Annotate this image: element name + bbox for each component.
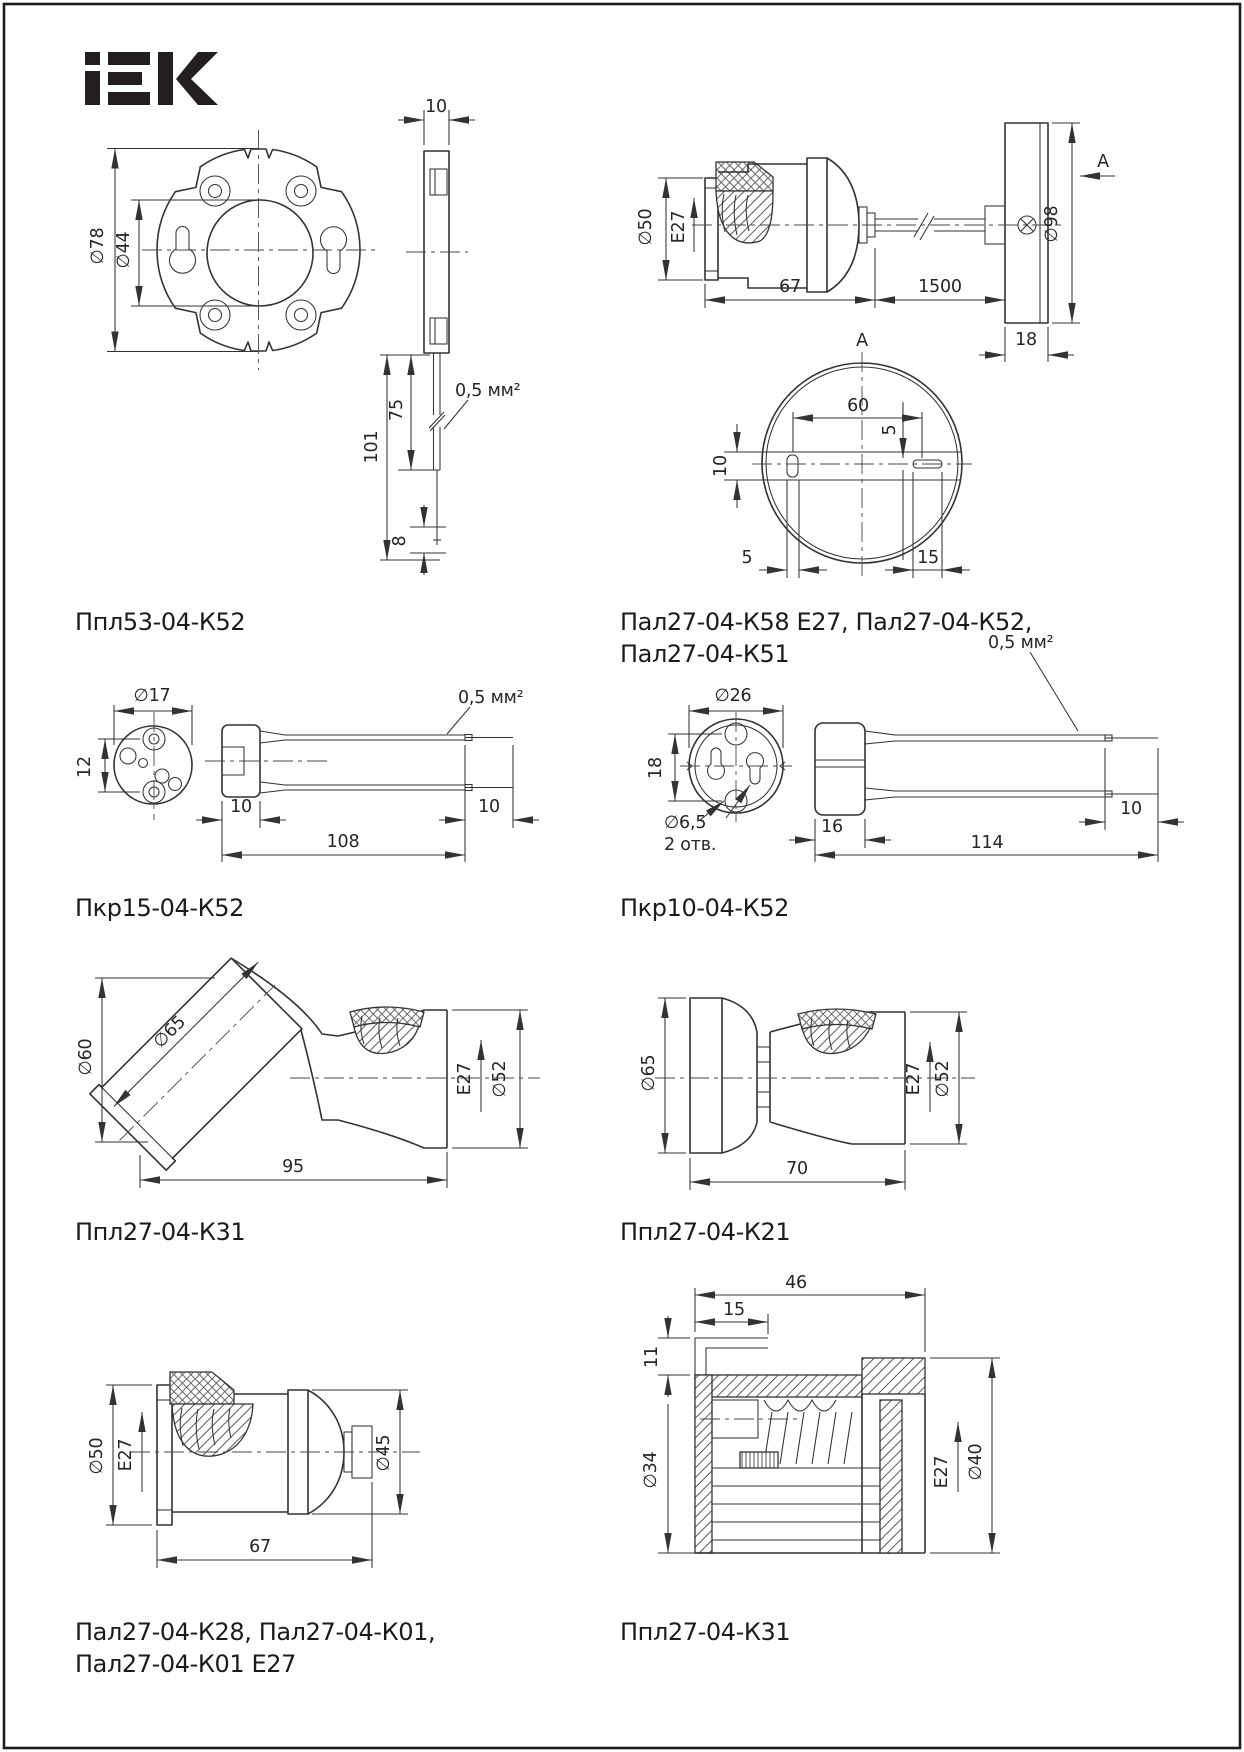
figure-caption: Пал27-04-К28, Пал27-04-К01, xyxy=(75,1618,436,1646)
figure-ppl27-04-k21 xyxy=(620,998,975,1246)
dim-label-67: 67 xyxy=(779,277,801,297)
dim-label-95: 95 xyxy=(282,1157,304,1177)
dim-label-d40: ∅40 xyxy=(966,1443,986,1481)
dim-label-10: 10 xyxy=(425,97,447,117)
figure-pal27-04-k58 xyxy=(620,123,1115,668)
figure-caption: Пал27-04-К51 xyxy=(620,640,790,668)
terminal-cap-section xyxy=(716,162,773,191)
figure-caption: Пал27-04-К58 Е27, Пал27-04-К52, xyxy=(620,608,1032,636)
dim-label-d26: ∅26 xyxy=(714,686,752,706)
dim-label-10: 10 xyxy=(1120,799,1142,819)
shell-wall-section xyxy=(880,1400,902,1553)
dim-label-d17: ∅17 xyxy=(133,686,171,706)
iek-logo-icon xyxy=(85,52,218,105)
figure-caption: Ппл53-04-К52 xyxy=(75,608,246,636)
dim-label-15: 15 xyxy=(917,548,939,568)
dim-label-d98: ∅98 xyxy=(1042,205,1062,243)
dim-label-d52: ∅52 xyxy=(490,1060,510,1098)
dim-label-d34: ∅34 xyxy=(641,1451,661,1489)
page-border xyxy=(4,4,1240,1748)
dim-label-108: 108 xyxy=(326,832,360,852)
dim-label-e27: E27 xyxy=(669,210,689,244)
dim-label-18: 18 xyxy=(1015,330,1037,350)
dim-label-2-holes: 2 отв. xyxy=(664,835,717,855)
figure-pal27-04-k28 xyxy=(75,1372,435,1678)
housing-wall-section xyxy=(695,1375,862,1397)
dim-label-e27: E27 xyxy=(455,1062,475,1096)
figure-pkr10-04-k52 xyxy=(620,633,1184,922)
wire-gauge-label: 0,5 мм² xyxy=(988,633,1054,653)
dim-label-d78: ∅78 xyxy=(88,227,108,265)
wire-gauge-label: 0,5 мм² xyxy=(455,381,521,401)
figure-caption: Пкр10-04-К52 xyxy=(620,894,789,922)
dim-label-8: 8 xyxy=(390,535,410,547)
dim-label-d65: ∅65 xyxy=(149,1012,190,1053)
dim-label-1500: 1500 xyxy=(918,277,962,297)
dim-label-18: 18 xyxy=(646,757,666,779)
contact-spring-section xyxy=(740,1452,778,1468)
keyhole-slot xyxy=(747,753,764,784)
dim-label-10: 10 xyxy=(478,797,500,817)
figure-caption: Ппл27-04-К21 xyxy=(620,1218,791,1246)
dim-label-5-top: 5 xyxy=(880,424,900,436)
thread-section xyxy=(716,191,773,243)
dim-label-16: 16 xyxy=(821,817,843,837)
dim-label-e27: E27 xyxy=(932,1455,952,1489)
section-view-label: A xyxy=(1097,152,1109,172)
figure-pkr15-04-k52 xyxy=(75,686,539,922)
dim-label-d52: ∅52 xyxy=(933,1060,953,1098)
dim-label-12: 12 xyxy=(75,756,95,778)
section-view-label: A xyxy=(856,331,868,351)
dim-label-15: 15 xyxy=(723,1300,745,1320)
dim-label-11: 11 xyxy=(642,1346,662,1368)
keyhole-slot xyxy=(708,748,725,779)
figure-caption: Ппл27-04-К31 xyxy=(620,1618,791,1646)
dim-label-10: 10 xyxy=(711,455,731,477)
dim-label-d44: ∅44 xyxy=(114,231,134,269)
dim-label-67: 67 xyxy=(249,1537,271,1557)
figure-ppl27-04-k31-angled xyxy=(75,944,540,1246)
figure-ppl27-04-k31-flanged xyxy=(620,1273,1000,1646)
housing-wall-section xyxy=(695,1375,712,1553)
dim-label-e27: E27 xyxy=(904,1062,924,1096)
figure-ppl53-04-k52 xyxy=(75,97,520,636)
dim-label-d50: ∅50 xyxy=(636,208,656,246)
figure-caption: Пкр15-04-К52 xyxy=(75,894,244,922)
dim-label-101: 101 xyxy=(362,430,382,464)
dim-label-46: 46 xyxy=(785,1273,807,1293)
terminal-cap-section xyxy=(170,1372,234,1404)
dim-label-75: 75 xyxy=(387,399,407,421)
dim-label-114: 114 xyxy=(970,833,1004,853)
figure-caption: Пал27-04-К01 Е27 xyxy=(75,1650,297,1678)
dim-label-d60: ∅60 xyxy=(76,1038,96,1076)
dim-label-d65: ∅65 xyxy=(639,1054,659,1092)
dim-label-e27: E27 xyxy=(116,1438,136,1472)
dim-label-60: 60 xyxy=(847,396,869,416)
collar-section xyxy=(862,1358,925,1394)
dim-label-d50: ∅50 xyxy=(87,1437,107,1475)
wire-gauge-label: 0,5 мм² xyxy=(458,688,524,708)
figure-caption: Ппл27-04-К31 xyxy=(75,1218,246,1246)
dim-label-5-bottom: 5 xyxy=(741,548,753,568)
dim-label-10: 10 xyxy=(230,797,252,817)
dim-label-d45: ∅45 xyxy=(374,1434,394,1472)
dim-label-70: 70 xyxy=(786,1159,808,1179)
dim-label-d6-5: ∅6,5 xyxy=(664,813,707,833)
